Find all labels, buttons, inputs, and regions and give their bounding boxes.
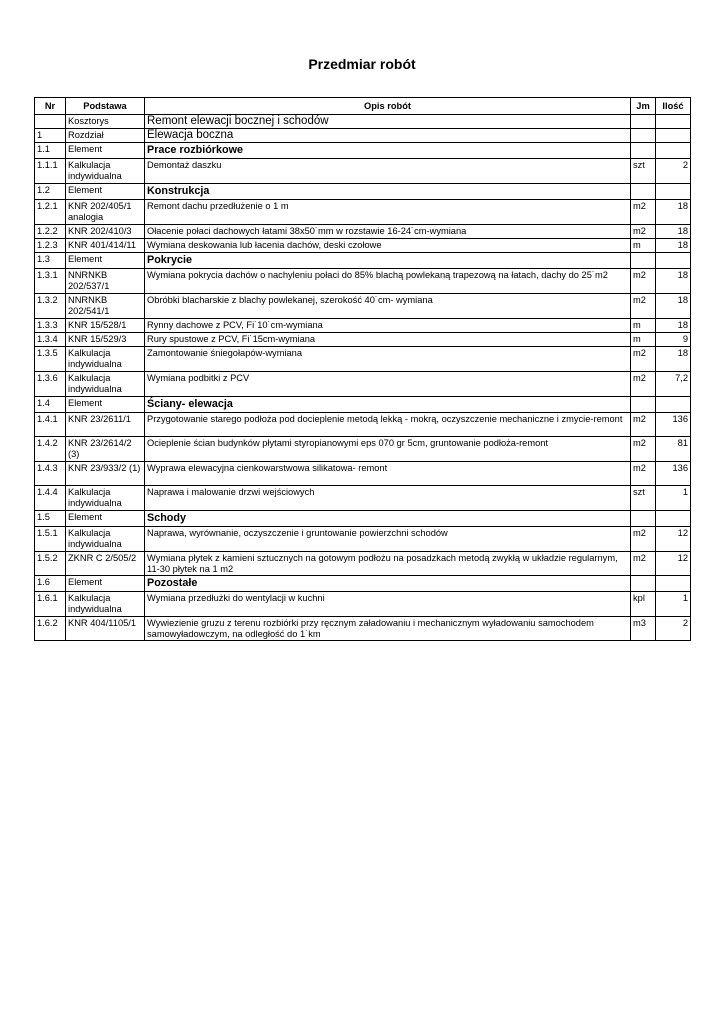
cell-opis: Obróbki blacharskie z blachy powlekanej, szerokość 40˙cm- wymiana: [145, 294, 631, 319]
cell-podstawa: Kalkulacja indywidualna: [66, 159, 145, 184]
cell-jm: m3: [631, 617, 656, 641]
table-row: [35, 159, 691, 184]
cell-podstawa: NNRNKB 202/541/1: [66, 294, 145, 319]
cell-podstawa: Kosztorys: [66, 115, 145, 129]
header-nr: Nr: [35, 98, 66, 115]
cell-jm: m: [631, 333, 656, 347]
cell-nr: 1.3: [35, 253, 66, 269]
cell-ilosc: 18: [656, 347, 691, 372]
cell-podstawa: KNR 15/528/1: [66, 319, 145, 333]
cell-podstawa: KNR 23/2611/1: [66, 413, 145, 437]
table-row: [35, 397, 691, 413]
cell-opis: Ocieplenie ścian budynków płytami styropianowymi eps 070 gr 5cm, gruntowanie podłoża-remont: [145, 437, 631, 462]
table-row: [35, 413, 691, 437]
cell-podstawa: Element: [66, 397, 145, 413]
cell-jm: [631, 511, 656, 527]
przedmiar-table: [34, 97, 691, 641]
cell-podstawa: Kalkulacja indywidualna: [66, 486, 145, 511]
cell-nr: 1.2.3: [35, 239, 66, 253]
cell-nr: 1.3.4: [35, 333, 66, 347]
cell-ilosc: 81: [656, 437, 691, 462]
cell-nr: 1.6.2: [35, 617, 66, 641]
cell-ilosc: 136: [656, 462, 691, 486]
table-row: [35, 294, 691, 319]
cell-ilosc: 2: [656, 617, 691, 641]
cell-ilosc: 1: [656, 486, 691, 511]
cell-nr: 1.3.6: [35, 372, 66, 397]
table-row: [35, 143, 691, 159]
cell-jm: [631, 143, 656, 159]
header-opis: Opis robót: [145, 98, 631, 115]
cell-podstawa: Kalkulacja indywidualna: [66, 347, 145, 372]
cell-podstawa: KNR 23/933/2 (1): [66, 462, 145, 486]
cell-ilosc: [656, 143, 691, 159]
cell-jm: [631, 129, 656, 143]
cell-jm: [631, 576, 656, 592]
table-row: [35, 617, 691, 641]
cell-jm: kpl: [631, 592, 656, 617]
cell-ilosc: [656, 115, 691, 129]
cell-nr: 1.4.4: [35, 486, 66, 511]
cell-opis: Wymiana pokrycia dachów o nachyleniu połaci do 85% blachą powlekaną trapezową na łatach, dachy do 25˙m2: [145, 269, 631, 294]
cell-opis: Rury spustowe z PCV, Fi˙15cm-wymiana: [145, 333, 631, 347]
cell-nr: 1.1: [35, 143, 66, 159]
cell-ilosc: 2: [656, 159, 691, 184]
cell-ilosc: 18: [656, 269, 691, 294]
cell-opis: Wymiana płytek z kamieni sztucznych na gotowym podłożu na posadzkach metodą zwykłą w układzie regularnym, 11-30 płytek na 1 m2: [145, 552, 631, 576]
cell-nr: 1.2.1: [35, 200, 66, 225]
cell-nr: 1.5: [35, 511, 66, 527]
cell-opis: Remont elewacji bocznej i schodów: [145, 115, 631, 129]
table-row: [35, 225, 691, 239]
cell-podstawa: Element: [66, 511, 145, 527]
cell-opis: Wywiezienie gruzu z terenu rozbiórki przy ręcznym załadowaniu i mechanicznym wyładowaniu samochodem samowyładowczym, na odległość do 1˙km: [145, 617, 631, 641]
document-title: Przedmiar robót: [308, 56, 416, 72]
table-row: [35, 115, 691, 129]
cell-podstawa: Rozdział: [66, 129, 145, 143]
cell-opis: Pokrycie: [145, 253, 631, 269]
cell-nr: 1.2: [35, 184, 66, 200]
cell-ilosc: 18: [656, 239, 691, 253]
table-row: [35, 486, 691, 511]
cell-ilosc: 136: [656, 413, 691, 437]
cell-jm: m2: [631, 527, 656, 552]
cell-podstawa: Element: [66, 576, 145, 592]
cell-podstawa: Kalkulacja indywidualna: [66, 527, 145, 552]
cell-opis: Naprawa i malowanie drzwi wejściowych: [145, 486, 631, 511]
cell-nr: 1.5.1: [35, 527, 66, 552]
cell-ilosc: [656, 397, 691, 413]
cell-ilosc: 7,2: [656, 372, 691, 397]
cell-jm: m2: [631, 225, 656, 239]
table-row: [35, 184, 691, 200]
cell-nr: 1.1.1: [35, 159, 66, 184]
cell-opis: Pozostałe: [145, 576, 631, 592]
cell-jm: [631, 115, 656, 129]
cell-podstawa: Element: [66, 253, 145, 269]
cell-opis: Rynny dachowe z PCV, Fi˙10˙cm-wymiana: [145, 319, 631, 333]
cell-nr: 1.4.2: [35, 437, 66, 462]
cell-nr: [35, 115, 66, 129]
cell-jm: [631, 184, 656, 200]
header-podstawa: Podstawa: [66, 98, 145, 115]
cell-ilosc: [656, 253, 691, 269]
table-row: [35, 527, 691, 552]
cell-ilosc: [656, 184, 691, 200]
cell-nr: 1.4.1: [35, 413, 66, 437]
cell-podstawa: KNR 202/410/3: [66, 225, 145, 239]
table-row: [35, 592, 691, 617]
cell-jm: m2: [631, 294, 656, 319]
cell-ilosc: 12: [656, 552, 691, 576]
table-row: [35, 437, 691, 462]
cell-podstawa: KNR 202/405/1 analogia: [66, 200, 145, 225]
table-row: [35, 372, 691, 397]
cell-opis: Wymiana deskowania lub łacenia dachów, deski czołowe: [145, 239, 631, 253]
cell-ilosc: 18: [656, 319, 691, 333]
cell-jm: szt: [631, 159, 656, 184]
cell-jm: m2: [631, 552, 656, 576]
cell-jm: m2: [631, 413, 656, 437]
table-header: [35, 98, 691, 115]
cell-nr: 1.4: [35, 397, 66, 413]
cell-opis: Wyprawa elewacyjna cienkowarstwowa silikatowa- remont: [145, 462, 631, 486]
cell-ilosc: 1: [656, 592, 691, 617]
cell-opis: Wymiana przedłużki do wentylacji w kuchni: [145, 592, 631, 617]
header-ilosc: Ilość: [656, 98, 691, 115]
cell-podstawa: KNR 401/414/11: [66, 239, 145, 253]
cell-jm: m2: [631, 372, 656, 397]
table-row: [35, 576, 691, 592]
cell-podstawa: KNR 15/529/3: [66, 333, 145, 347]
cell-nr: 1.2.2: [35, 225, 66, 239]
table-row: [35, 462, 691, 486]
cell-jm: szt: [631, 486, 656, 511]
cell-podstawa: Element: [66, 184, 145, 200]
table-body: [35, 115, 691, 641]
cell-opis: Schody: [145, 511, 631, 527]
cell-jm: m2: [631, 437, 656, 462]
cell-jm: [631, 253, 656, 269]
cell-podstawa: KNR 404/1105/1: [66, 617, 145, 641]
cell-opis: Przygotowanie starego podłoża pod docieplenie metodą lekką - mokrą, oczyszczenie mechaniczne i zmycie-remont: [145, 413, 631, 437]
cell-nr: 1.3.1: [35, 269, 66, 294]
cell-nr: 1.3.2: [35, 294, 66, 319]
cell-opis: Prace rozbiórkowe: [145, 143, 631, 159]
cell-nr: 1.5.2: [35, 552, 66, 576]
cell-nr: 1.6: [35, 576, 66, 592]
cell-nr: 1.4.3: [35, 462, 66, 486]
cell-podstawa: Kalkulacja indywidualna: [66, 372, 145, 397]
cell-nr: 1.3.5: [35, 347, 66, 372]
header-jm: Jm: [631, 98, 656, 115]
table-row: [35, 333, 691, 347]
table-row: [35, 200, 691, 225]
cell-opis: Ściany- elewacja: [145, 397, 631, 413]
cell-jm: [631, 397, 656, 413]
cell-opis: Ołacenie połaci dachowych łatami 38x50˙mm w rozstawie 16-24˙cm-wymiana: [145, 225, 631, 239]
cell-nr: 1.6.1: [35, 592, 66, 617]
cell-opis: Konstrukcja: [145, 184, 631, 200]
table-row: [35, 269, 691, 294]
header-row: [35, 98, 691, 115]
cell-nr: 1: [35, 129, 66, 143]
cell-podstawa: ZKNR C 2/505/2: [66, 552, 145, 576]
cell-jm: m: [631, 319, 656, 333]
cell-jm: m2: [631, 462, 656, 486]
cell-podstawa: KNR 23/2614/2 (3): [66, 437, 145, 462]
cell-opis: Wymiana podbitki z PCV: [145, 372, 631, 397]
table-row: [35, 319, 691, 333]
cell-jm: m2: [631, 269, 656, 294]
cell-opis: Zamontowanie śniegołapów-wymiana: [145, 347, 631, 372]
cell-ilosc: [656, 511, 691, 527]
cell-opis: Demontaż daszku: [145, 159, 631, 184]
cell-opis: Elewacja boczna: [145, 129, 631, 143]
cell-ilosc: [656, 576, 691, 592]
table-row: [35, 511, 691, 527]
cell-ilosc: 18: [656, 294, 691, 319]
cell-opis: Naprawa, wyrównanie, oczyszczenie i gruntowanie powierzchni schodów: [145, 527, 631, 552]
cell-opis: Remont dachu przedłużenie o 1 m: [145, 200, 631, 225]
cell-jm: m2: [631, 200, 656, 225]
cell-ilosc: 9: [656, 333, 691, 347]
cell-nr: 1.3.3: [35, 319, 66, 333]
table-row: [35, 347, 691, 372]
table-row: [35, 253, 691, 269]
cell-podstawa: Element: [66, 143, 145, 159]
cell-ilosc: 12: [656, 527, 691, 552]
cell-podstawa: Kalkulacja indywidualna: [66, 592, 145, 617]
table-row: [35, 552, 691, 576]
cell-podstawa: NNRNKB 202/537/1: [66, 269, 145, 294]
cell-jm: m2: [631, 347, 656, 372]
cell-jm: m: [631, 239, 656, 253]
cell-ilosc: 18: [656, 200, 691, 225]
cell-ilosc: 18: [656, 225, 691, 239]
table-row: [35, 239, 691, 253]
table-row: [35, 129, 691, 143]
cell-ilosc: [656, 129, 691, 143]
